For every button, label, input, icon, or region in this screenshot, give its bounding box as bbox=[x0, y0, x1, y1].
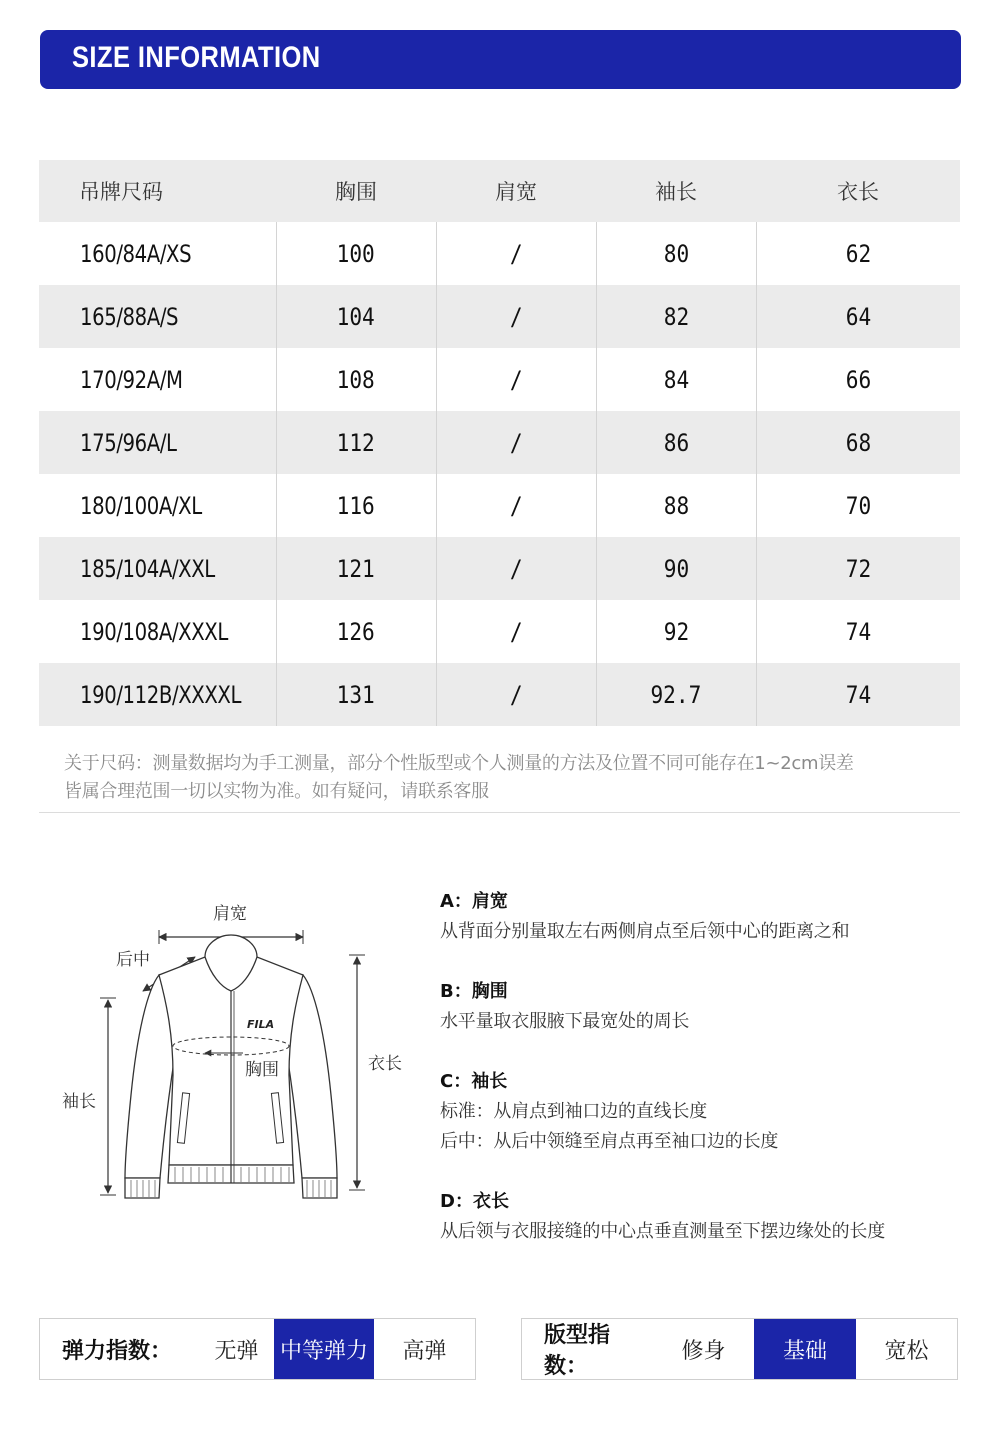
fit-option-regular: 基础 bbox=[754, 1319, 856, 1379]
cell-tag-size: 185/104A/XXL bbox=[39, 537, 276, 600]
label-sleeve: 袖长 bbox=[62, 1092, 96, 1112]
definition-title: A：肩宽 bbox=[440, 891, 508, 912]
definition-block bbox=[440, 887, 970, 947]
fit-index-label: 版型指数： bbox=[544, 1323, 611, 1379]
label-back-center: 后中 bbox=[116, 950, 150, 970]
cell-tag-size: 165/88A/S bbox=[39, 285, 276, 348]
cell-shoulder: / bbox=[436, 663, 596, 726]
header-chest: 胸围 bbox=[276, 160, 436, 222]
cell-sleeve: 80 bbox=[596, 222, 756, 285]
size-table bbox=[39, 160, 960, 726]
definition-line: 水平量取衣服腋下最宽处的周长 bbox=[440, 1011, 690, 1032]
cell-sleeve: 84 bbox=[596, 348, 756, 411]
cell-sleeve: 92.7 bbox=[596, 663, 756, 726]
cell-length: 72 bbox=[756, 537, 960, 600]
elastic-index-label: 弹力指数： bbox=[62, 1338, 173, 1364]
fit-option-slim: 修身 bbox=[681, 1338, 726, 1364]
fit-option-loose: 宽松 bbox=[884, 1338, 929, 1364]
header-tag-size: 吊牌尺码 bbox=[39, 160, 276, 222]
cell-chest: 112 bbox=[276, 411, 436, 474]
header-shoulder: 肩宽 bbox=[436, 160, 596, 222]
cell-tag-size: 160/84A/XS bbox=[80, 239, 192, 268]
cell-length: 70 bbox=[756, 474, 960, 537]
cell-shoulder: / bbox=[436, 411, 596, 474]
label-shoulder: 肩宽 bbox=[213, 904, 247, 924]
cell-tag-size: 175/96A/L bbox=[39, 411, 276, 474]
table-row bbox=[39, 411, 960, 474]
elastic-option-high: 高弹 bbox=[402, 1338, 447, 1364]
definition-block bbox=[440, 977, 970, 1037]
definition-block bbox=[440, 1067, 970, 1157]
header-sleeve: 袖长 bbox=[596, 160, 756, 222]
fit-index bbox=[521, 1318, 958, 1380]
cell-length: 68 bbox=[756, 411, 960, 474]
cell-tag-size: 180/100A/XL bbox=[80, 491, 202, 520]
table-row bbox=[39, 348, 960, 411]
table-header-row bbox=[39, 160, 960, 222]
note-line-2: 皆属合理范围一切以实物为准。如有疑问，请联系客服 bbox=[64, 781, 489, 802]
cell-chest: 100 bbox=[276, 222, 436, 285]
size-note bbox=[64, 750, 954, 806]
elastic-option-medium: 中等弹力 bbox=[274, 1319, 374, 1379]
cell-chest: 116 bbox=[276, 474, 436, 537]
definition-title: C：袖长 bbox=[440, 1071, 508, 1092]
banner-title: SIZE INFORMATION bbox=[72, 41, 321, 74]
elastic-index bbox=[39, 1318, 476, 1380]
measurement-definitions bbox=[440, 887, 970, 1277]
cell-chest: 104 bbox=[276, 285, 436, 348]
cell-sleeve: 88 bbox=[596, 474, 756, 537]
table-row bbox=[39, 222, 960, 285]
table-row bbox=[39, 474, 960, 537]
table-row bbox=[39, 600, 960, 663]
definition-line: 标准：从肩点到袖口边的直线长度 bbox=[440, 1101, 707, 1122]
divider bbox=[39, 812, 960, 813]
definition-line: 从后领与衣服接缝的中心点垂直测量至下摆边缘处的长度 bbox=[440, 1221, 885, 1242]
cell-sleeve: 86 bbox=[596, 411, 756, 474]
cell-length: 66 bbox=[756, 348, 960, 411]
fila-logo: FILA bbox=[247, 1018, 275, 1031]
cell-sleeve: 82 bbox=[596, 285, 756, 348]
table-row bbox=[39, 663, 960, 726]
header-length: 衣长 bbox=[756, 160, 960, 222]
definition-block bbox=[440, 1187, 970, 1247]
cell-chest: 131 bbox=[276, 663, 436, 726]
cell-length: 64 bbox=[756, 285, 960, 348]
cell-shoulder: / bbox=[436, 348, 596, 411]
cell-sleeve: 92 bbox=[596, 600, 756, 663]
elastic-option-none: 无弹 bbox=[214, 1338, 259, 1364]
definition-title: B：胸围 bbox=[440, 981, 508, 1002]
cell-length: 74 bbox=[756, 663, 960, 726]
label-chest: 胸围 bbox=[245, 1060, 279, 1080]
cell-shoulder: / bbox=[436, 222, 596, 285]
jacket-measure-diagram bbox=[55, 895, 425, 1215]
cell-tag-size: 190/112B/XXXXL bbox=[39, 663, 276, 726]
cell-shoulder: / bbox=[436, 537, 596, 600]
cell-shoulder: / bbox=[436, 600, 596, 663]
cell-shoulder: / bbox=[436, 474, 596, 537]
cell-chest: 126 bbox=[276, 600, 436, 663]
cell-chest: 121 bbox=[276, 537, 436, 600]
cell-shoulder: / bbox=[436, 285, 596, 348]
size-info-banner bbox=[40, 30, 961, 89]
cell-length: 62 bbox=[756, 222, 960, 285]
table-row bbox=[39, 285, 960, 348]
label-length: 衣长 bbox=[368, 1054, 402, 1074]
cell-chest: 108 bbox=[276, 348, 436, 411]
cell-tag-size: 170/92A/M bbox=[80, 365, 183, 394]
definition-title: D：衣长 bbox=[440, 1191, 509, 1212]
table-row bbox=[39, 537, 960, 600]
definition-line: 后中：从后中领缝至肩点再至袖口边的长度 bbox=[440, 1131, 779, 1152]
cell-length: 74 bbox=[756, 600, 960, 663]
cell-sleeve: 90 bbox=[596, 537, 756, 600]
definition-line: 从背面分别量取左右两侧肩点至后领中心的距离之和 bbox=[440, 921, 850, 942]
cell-tag-size: 190/108A/XXXL bbox=[80, 617, 228, 646]
note-line-1: 关于尺码：测量数据均为手工测量，部分个性版型或个人测量的方法及位置不同可能存在1~2cm误差 bbox=[64, 753, 854, 774]
